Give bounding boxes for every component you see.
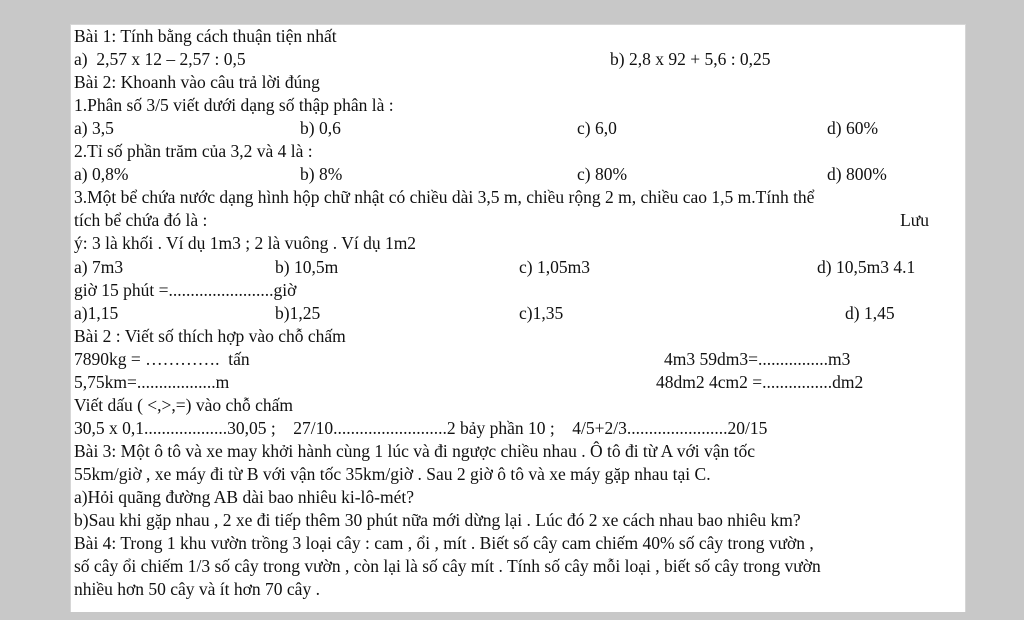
exercise-3-line-1: Bài 3: Một ô tô và xe may khởi hành cùng 1 lúc và đi ngược chiều nhau . Ô tô đi từ A với vận tốc — [74, 441, 755, 461]
note-text: ý: 3 là khối . Ví dụ 1m3 ; 2 là vuông . Ví dụ 1m2 — [74, 233, 417, 253]
exercise-1-b: b) 2,8 x 92 + 5,6 : 0,25 — [610, 49, 771, 69]
question-4-options — [74, 302, 895, 325]
exercise-4-line-1: Bài 4: Trong 1 khu vườn trồng 3 loại cây : cam , ổi , mít . Biết số cây cam chiếm 40% số cây trong vườn , — [74, 533, 814, 553]
note-label: Lưu — [900, 210, 929, 230]
option-a: a)1,15 — [74, 303, 119, 323]
exercise-2b-title: Bài 2 : Viết số thích hợp vào chỗ chấm — [74, 326, 346, 346]
compare-instruction: Viết dấu ( <,>,=) vào chỗ chấm — [74, 395, 294, 415]
question-4: giờ 15 phút =........................giờ — [74, 280, 297, 300]
option-c: c) 6,0 — [577, 118, 617, 138]
exercise-1-a: a) 2,57 x 12 – 2,57 : 0,5 — [74, 49, 246, 69]
option-b: b)1,25 — [275, 303, 321, 323]
option-b: b) 8% — [300, 164, 343, 184]
exercise-2-title: Bài 2: Khoanh vào câu trả lời đúng — [74, 72, 320, 92]
question-3-continued — [74, 209, 929, 232]
compare-row: 30,5 x 0,1...................30,05 ; 27/10..........................2 bảy phần 10 ; 4/5+2/3.......................20/15 — [74, 418, 768, 438]
fill-row-2 — [74, 371, 864, 394]
exercise-4-line-3: nhiều hơn 50 cây và ít hơn 70 cây . — [74, 579, 320, 599]
option-d: d) 60% — [827, 118, 879, 138]
exercise-1-title: Bài 1: Tính bằng cách thuận tiện nhất — [74, 26, 337, 46]
option-c: c) 1,05m3 — [519, 257, 590, 277]
exercise-4-line-2: số cây ổi chiếm 1/3 số cây trong vườn , còn lại là số cây mít . Tính số cây mỗi loại , biết số cây trong vườn — [74, 556, 821, 576]
exercise-3-part-a: a)Hỏi quãng đường AB dài bao nhiêu ki-lô-mét? — [74, 487, 414, 507]
exercise-3-part-b: b)Sau khi gặp nhau , 2 xe đi tiếp thêm 30 phút nữa mới dừng lại . Lúc đó 2 xe cách nhau bao nhiêu km? — [74, 510, 801, 530]
option-c: c)1,35 — [519, 303, 564, 323]
option-a: a) 7m3 — [74, 257, 124, 277]
question-3-text: tích bể chứa đó là : — [74, 210, 208, 230]
option-b: b) 10,5m — [275, 257, 339, 277]
question-3-options — [74, 256, 916, 279]
question-2-options — [74, 163, 887, 186]
exercise-3-line-2: 55km/giờ , xe máy đi từ B với vận tốc 35km/giờ . Sau 2 giờ ô tô và xe máy gặp nhau tại C. — [74, 464, 711, 484]
option-a: a) 0,8% — [74, 164, 129, 184]
option-d: d) 1,45 — [845, 303, 895, 323]
option-d: d) 800% — [827, 164, 887, 184]
exercise-1-row — [74, 48, 771, 71]
option-d: d) 10,5m3 4.1 — [817, 257, 916, 277]
question-3: 3.Một bể chứa nước dạng hình hộp chữ nhật có chiều dài 3,5 m, chiều rộng 2 m, chiều cao 1,5 m.Tính thể — [74, 187, 815, 207]
option-b: b) 0,6 — [300, 118, 341, 138]
question-1: 1.Phân số 3/5 viết dưới dạng số thập phân là : — [74, 95, 394, 115]
fill-item: 7890kg = …………. tấn — [74, 349, 250, 369]
fill-item: 48dm2 4cm2 =................dm2 — [656, 372, 864, 392]
question-1-options — [74, 117, 879, 140]
fill-item: 4m3 59dm3=................m3 — [664, 349, 851, 369]
option-a: a) 3,5 — [74, 118, 114, 138]
question-2: 2.Tỉ số phần trăm của 3,2 và 4 là : — [74, 141, 313, 161]
bottom-bar — [0, 612, 1024, 620]
fill-row-1 — [74, 348, 851, 371]
fill-item: 5,75km=..................m — [74, 372, 230, 392]
option-c: c) 80% — [577, 164, 628, 184]
